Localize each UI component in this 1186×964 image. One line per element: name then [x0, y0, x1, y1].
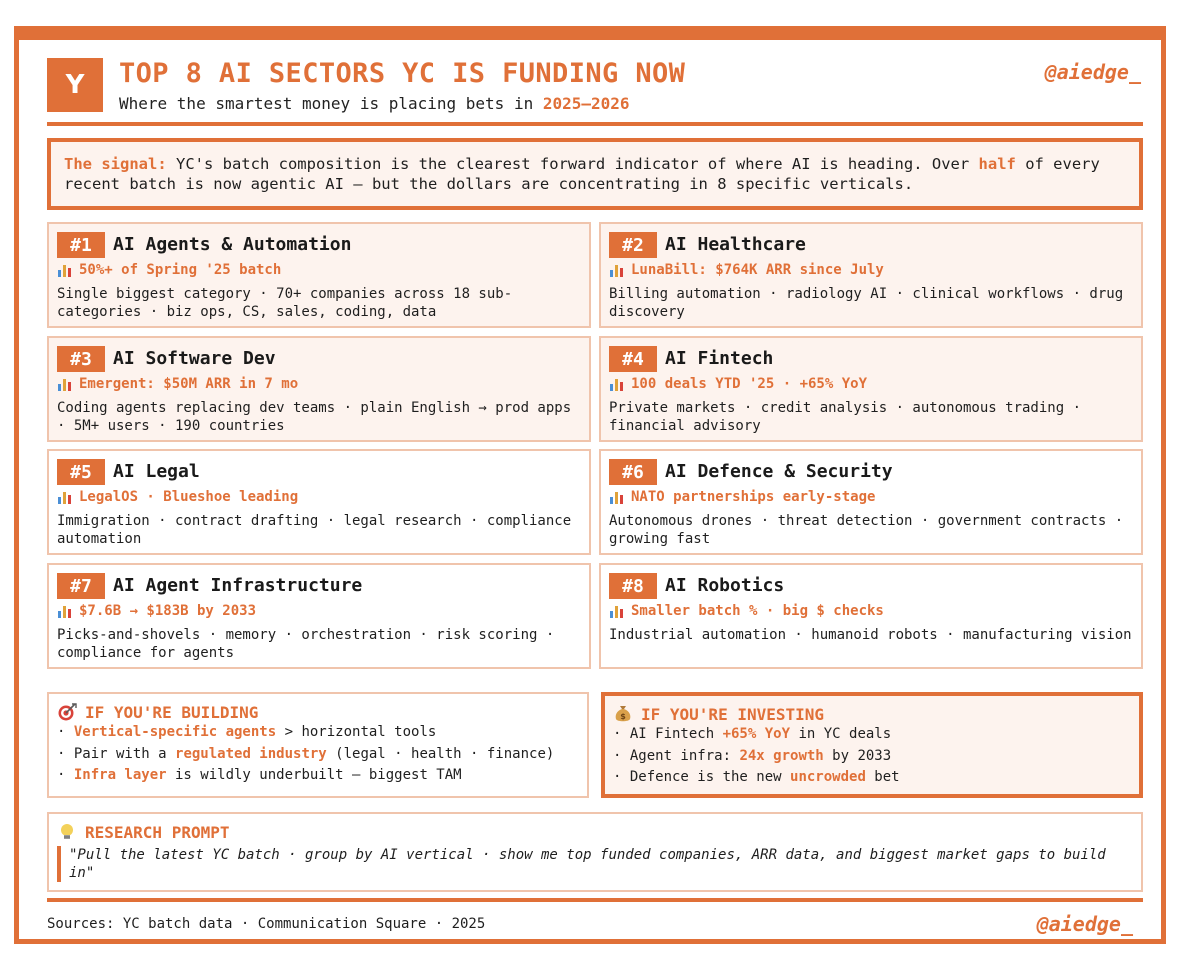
sector-description: Picks-and-shovels · memory · orchestration · risk scoring · compliance for agents: [57, 627, 555, 661]
sector-description: Coding agents replacing dev teams · plain English → prod apps · 5M+ users · 190 countries: [57, 400, 572, 434]
rank-badge: #1: [57, 232, 105, 258]
bullet-text: in YC deals: [790, 726, 892, 742]
sector-description: Immigration · contract drafting · legal research · compliance automation: [57, 513, 572, 547]
author-handle: @aiedge_: [1044, 60, 1141, 84]
sector-title: AI Legal: [113, 461, 200, 482]
signal-text-end: of every recent batch is now agentic AI — but the dollars are concentrating in 8 specific verticals.: [64, 155, 1100, 193]
bar-chart-icon: [57, 604, 72, 618]
rank-badge: #7: [57, 573, 105, 599]
rank-badge: #8: [609, 573, 657, 599]
bar-chart-icon: [609, 490, 624, 504]
bullet-text: · Agent infra:: [613, 747, 740, 764]
sector-card: [47, 336, 591, 442]
infographic-frame: [14, 26, 1166, 944]
sector-title: AI Software Dev: [113, 348, 276, 369]
sector-stat: [609, 603, 884, 619]
bullet-text: ·: [57, 724, 74, 740]
bullet-text: by 2033: [823, 747, 892, 764]
bullet-highlight: uncrowded: [790, 769, 866, 785]
bullet-line: [613, 724, 1131, 746]
sector-stat-text: LegalOS · Blueshoe leading: [79, 489, 299, 505]
bar-chart-icon: [57, 377, 72, 391]
sector-stat: [609, 376, 867, 392]
sector-stat: [57, 603, 256, 619]
sector-card: [599, 449, 1143, 555]
bullet-line: [613, 746, 1131, 768]
rank-badge: #5: [57, 459, 105, 485]
sector-card: [47, 449, 591, 555]
page-subtitle: [119, 94, 630, 113]
bar-chart-icon: [57, 490, 72, 504]
sector-description: Single biggest category · 70+ companies across 18 sub-categories · biz ops, CS, sales, coding, data: [57, 286, 513, 320]
investing-list: [613, 724, 1131, 789]
signal-label: The signal:: [64, 155, 167, 173]
bullet-text: bet: [865, 769, 900, 785]
sector-title: AI Agent Infrastructure: [113, 575, 363, 596]
bullet-line: [57, 744, 579, 766]
yc-logo: Y: [47, 58, 103, 112]
bullet-highlight: Vertical-specific agents: [73, 724, 277, 740]
sector-stat: [57, 262, 281, 278]
sector-card: [47, 222, 591, 328]
sector-title: AI Fintech: [665, 348, 774, 369]
bullet-highlight: +65% YoY: [722, 726, 791, 742]
sector-stat-text: 100 deals YTD '25 · +65% YoY: [631, 376, 868, 392]
building-list: [57, 722, 579, 787]
sector-stat-text: Emergent: $50M ARR in 7 mo: [79, 376, 299, 392]
bullet-line: [613, 767, 1131, 789]
sector-card: [47, 563, 591, 669]
sector-stat: [57, 489, 298, 505]
rank-badge: #3: [57, 346, 105, 372]
signal-highlight: half: [978, 155, 1016, 173]
bar-chart-icon: [57, 263, 72, 277]
bullet-text: · Defence is the new: [613, 769, 791, 785]
header-divider: [47, 122, 1143, 126]
sector-description: Private markets · credit analysis · autonomous trading · financial advisory: [609, 400, 1082, 434]
sector-card: [599, 222, 1143, 328]
signal-text: YC's batch composition is the clearest forward indicator of where AI is heading. Over: [166, 155, 979, 173]
bullet-highlight: 24x growth: [739, 747, 824, 764]
bullet-text: > horizontal tools: [276, 724, 437, 740]
sector-stat: [609, 489, 875, 505]
sector-title: AI Agents & Automation: [113, 234, 352, 255]
sector-title: AI Defence & Security: [665, 461, 893, 482]
research-title-text: RESEARCH PROMPT: [85, 822, 230, 842]
sector-description: Autonomous drones · threat detection · government contracts · growing fast: [609, 513, 1124, 547]
sector-stat: [57, 376, 298, 392]
bullet-text: (legal · health · finance): [326, 745, 555, 762]
sources-text: Sources: YC batch data · Communication Square · 2025: [47, 916, 486, 932]
header: [47, 58, 1141, 120]
bar-chart-icon: [609, 604, 624, 618]
sector-title: AI Robotics: [665, 575, 785, 596]
signal-callout: [47, 138, 1143, 210]
research-prompt-box: [47, 812, 1143, 892]
bullet-text: · Pair with a: [57, 745, 176, 762]
rank-badge: #2: [609, 232, 657, 258]
building-title: [57, 702, 579, 722]
sector-stat-text: LunaBill: $764K ARR since July: [631, 262, 884, 278]
subtitle-text: Where the smartest money is placing bets in: [119, 94, 543, 113]
target-icon: [57, 703, 77, 721]
sector-stat-text: Smaller batch % · big $ checks: [631, 603, 884, 619]
sector-stat-text: 50%+ of Spring '25 batch: [79, 262, 282, 278]
rank-badge: #4: [609, 346, 657, 372]
research-quote: "Pull the latest YC batch · group by AI vertical · show me top funded companies, ARR data, and biggest market gaps to build in": [57, 846, 1133, 882]
svg-text:$: $: [620, 712, 626, 721]
investing-title: [613, 704, 1131, 724]
bar-chart-icon: [609, 377, 624, 391]
sector-description: Industrial automation · humanoid robots · manufacturing vision: [609, 627, 1132, 643]
building-title-text: IF YOU'RE BUILDING: [85, 702, 259, 722]
sector-card: [599, 563, 1143, 669]
bullet-line: [57, 722, 579, 744]
page-title: TOP 8 AI SECTORS YC IS FUNDING NOW: [119, 58, 686, 89]
sector-stat-text: NATO partnerships early-stage: [631, 489, 876, 505]
sector-description: Billing automation · radiology AI · clinical workflows · drug discovery: [609, 286, 1124, 320]
bullet-text: is wildly underbuilt — biggest TAM: [166, 767, 462, 783]
research-title: [57, 822, 1133, 842]
subtitle-years: 2025–2026: [542, 94, 630, 113]
money-bag-icon: [613, 705, 633, 723]
footer-handle: @aiedge_: [1036, 912, 1133, 936]
bullet-highlight: Infra layer: [73, 767, 167, 783]
bullet-text: ·: [57, 767, 74, 783]
sector-title: AI Healthcare: [665, 234, 806, 255]
lightbulb-icon: [57, 823, 77, 841]
building-box: [47, 692, 589, 798]
bullet-line: [57, 765, 579, 787]
footer-divider: [47, 898, 1143, 902]
sector-card: [599, 336, 1143, 442]
sector-stat: [609, 262, 884, 278]
bullet-text: · AI Fintech: [613, 726, 723, 742]
bar-chart-icon: [609, 263, 624, 277]
investing-title-text: IF YOU'RE INVESTING: [641, 704, 825, 724]
rank-badge: #6: [609, 459, 657, 485]
bullet-highlight: regulated industry: [175, 745, 327, 762]
sector-stat-text: $7.6B → $183B by 2033: [79, 603, 257, 619]
investing-box: [601, 692, 1143, 798]
